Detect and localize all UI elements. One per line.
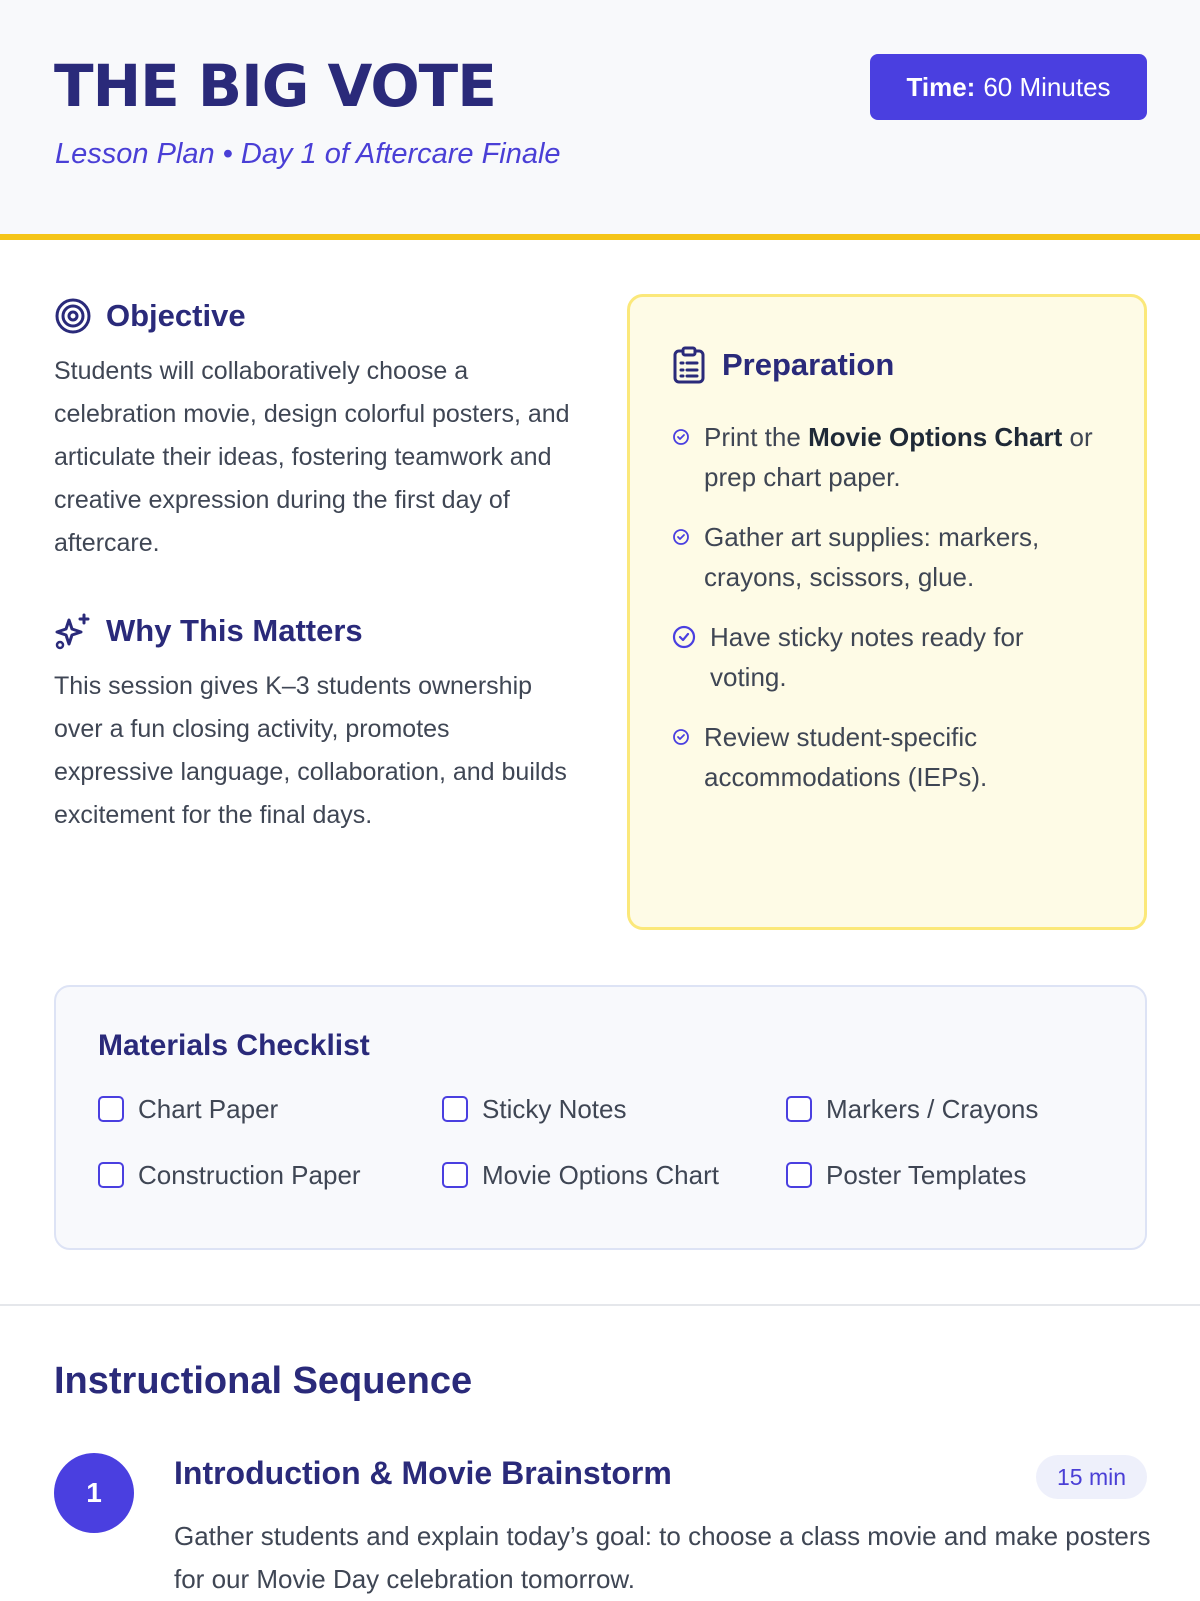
page-title: THE BIG VOTE bbox=[54, 52, 496, 120]
checkbox[interactable] bbox=[98, 1096, 124, 1122]
intro-column bbox=[54, 290, 574, 837]
preparation-heading: Preparation bbox=[722, 347, 895, 382]
preparation-item bbox=[670, 517, 1104, 597]
sequence-heading: Instructional Sequence bbox=[54, 1360, 473, 1402]
preparation-item-text: Have sticky notes ready for voting. bbox=[710, 622, 1024, 692]
check-circle-icon bbox=[670, 717, 692, 757]
materials-item[interactable] bbox=[442, 1155, 786, 1195]
objective-text: Students will collaboratively choose a celebration movie, design colorful posters, and articulate their ideas, fostering teamwork and creative expression during the first day of aftercare. bbox=[54, 357, 570, 557]
section-divider bbox=[0, 1304, 1200, 1306]
preparation-item bbox=[670, 417, 1104, 497]
preparation-item bbox=[670, 717, 1104, 797]
target-icon bbox=[54, 297, 92, 335]
step-title: Introduction & Movie Brainstorm bbox=[174, 1455, 672, 1491]
materials-item-label: Chart Paper bbox=[138, 1093, 279, 1124]
checkbox[interactable] bbox=[98, 1162, 124, 1188]
preparation-item-text: Gather art supplies: markers, crayons, scissors, glue. bbox=[704, 522, 1040, 592]
materials-heading: Materials Checklist bbox=[98, 1029, 370, 1062]
materials-item[interactable] bbox=[98, 1155, 442, 1195]
materials-item-label: Markers / Crayons bbox=[826, 1093, 1039, 1124]
preparation-item-text: Review student-specific accommodations (IEPs). bbox=[704, 722, 988, 792]
checkbox[interactable] bbox=[786, 1096, 812, 1122]
materials-item-label: Sticky Notes bbox=[482, 1093, 627, 1124]
clipboard-icon bbox=[670, 346, 708, 384]
check-circle-icon bbox=[670, 417, 692, 457]
checkbox[interactable] bbox=[442, 1162, 468, 1188]
materials-item[interactable] bbox=[98, 1089, 442, 1129]
materials-checklist bbox=[54, 985, 1147, 1250]
materials-item[interactable] bbox=[786, 1155, 1130, 1195]
preparation-card bbox=[627, 294, 1147, 930]
preparation-heading-row bbox=[670, 339, 1104, 391]
time-value: 60 Minutes bbox=[983, 71, 1111, 102]
check-circle-icon bbox=[670, 617, 698, 657]
sparkles-icon bbox=[54, 612, 92, 650]
objective-heading: Objective bbox=[106, 298, 246, 333]
why-heading: Why This Matters bbox=[106, 613, 363, 648]
objective-heading-row bbox=[54, 290, 574, 342]
checkbox[interactable] bbox=[786, 1162, 812, 1188]
time-badge bbox=[870, 54, 1147, 120]
materials-item[interactable] bbox=[442, 1089, 786, 1129]
preparation-item bbox=[670, 617, 1104, 697]
why-text: This session gives K–3 students ownership over a fun closing activity, promotes expressive language, collaboration, and builds excitement for the final days. bbox=[54, 672, 567, 829]
step-number: 1 bbox=[54, 1453, 134, 1533]
materials-item[interactable] bbox=[786, 1089, 1130, 1129]
step-description: Gather students and explain today’s goal: to choose a class movie and make posters for our Movie Day celebration tomorrow. bbox=[174, 1521, 1151, 1594]
check-circle-icon bbox=[670, 517, 692, 557]
page-header bbox=[0, 0, 1200, 240]
time-label: Time: bbox=[906, 71, 976, 102]
materials-item-label: Movie Options Chart bbox=[482, 1159, 719, 1190]
preparation-list bbox=[670, 417, 1104, 797]
materials-item-label: Construction Paper bbox=[138, 1159, 361, 1190]
page-subtitle: Lesson Plan • Day 1 of Aftercare Finale bbox=[55, 138, 561, 170]
checkbox[interactable] bbox=[442, 1096, 468, 1122]
preparation-item-text: Print the Movie Options Chart or prep chart paper. bbox=[704, 422, 1093, 492]
materials-grid bbox=[98, 1089, 1103, 1195]
why-heading-row bbox=[54, 605, 574, 657]
materials-item-label: Poster Templates bbox=[826, 1159, 1027, 1190]
step-duration-badge: 15 min bbox=[1036, 1455, 1147, 1499]
